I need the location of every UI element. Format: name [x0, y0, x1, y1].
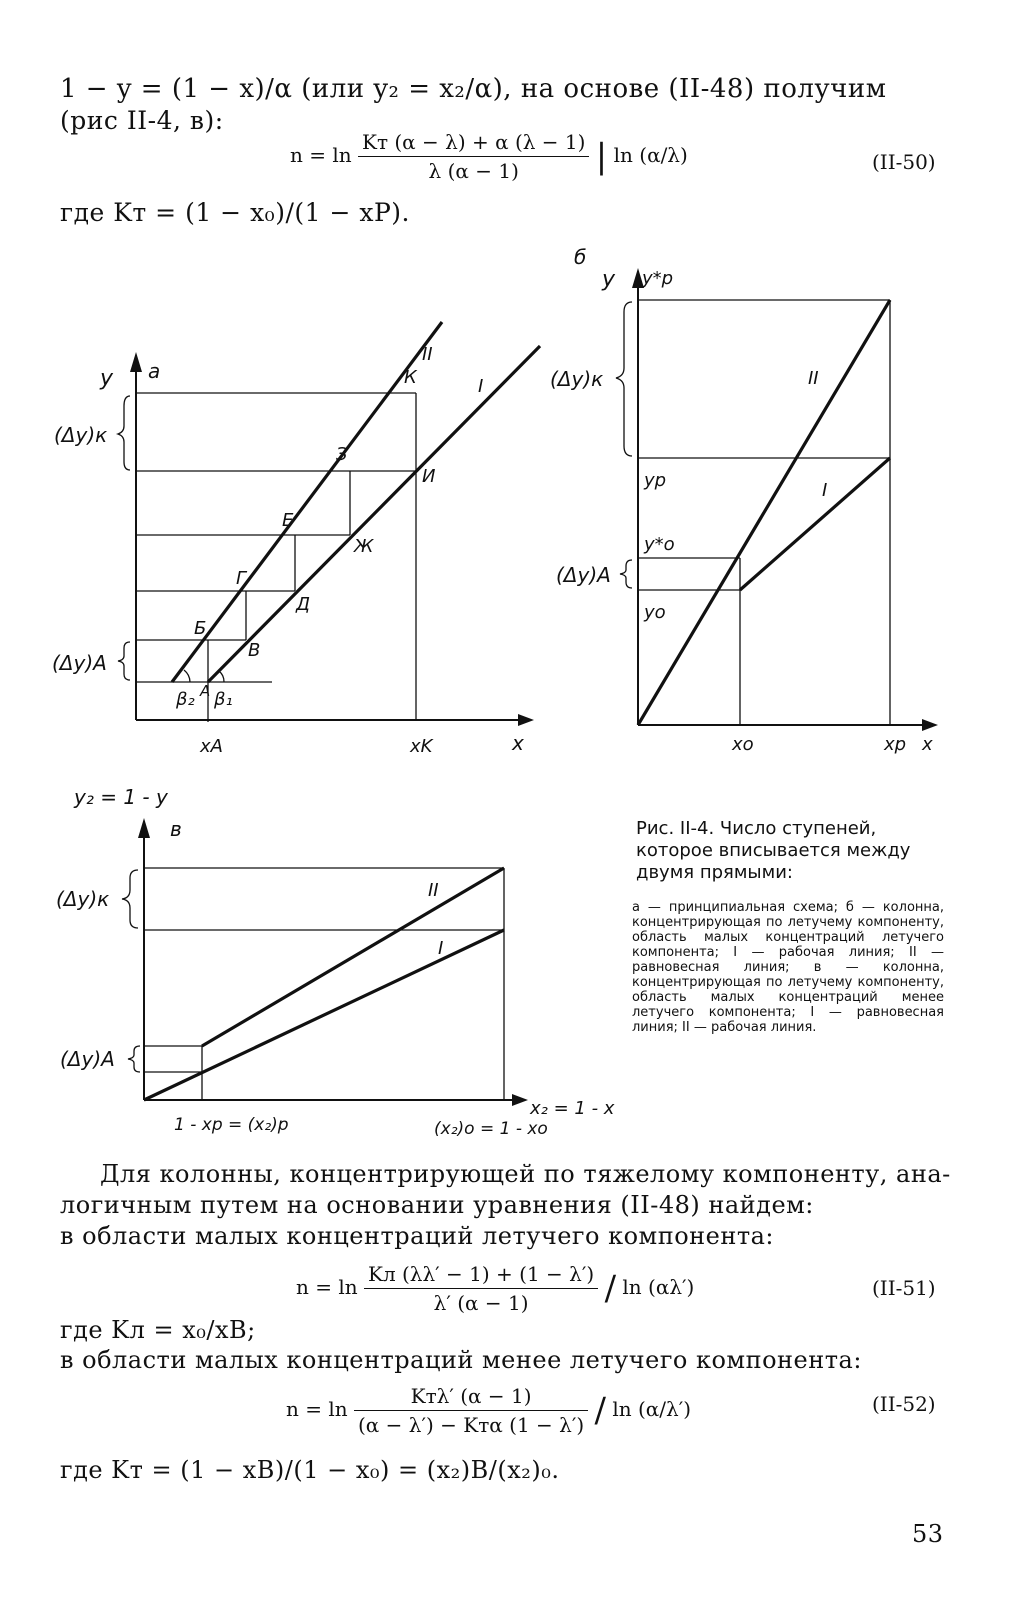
equation-ii-51: n = ln $\frac{Kл (\lambda\lambda' - 1) + (1 - \lambda')}{\lambda' (\alpha - 1)}$ / ln (αλ′): [296, 1262, 695, 1315]
figure-b: [530, 240, 970, 770]
equation-ii-52: n = ln $\frac{\text{Kтλ′ (α − 1)}}{\text{(α − λ′) − Kтα (1 − λ′)}}$ / ln (α/λ′): [286, 1384, 692, 1437]
eq52-lhs: n = ln: [286, 1397, 348, 1421]
eq52-rhs: ln (α/λ′): [612, 1397, 692, 1421]
figure-a-point-z: З: [336, 444, 348, 465]
eq50-number: (II-50): [872, 150, 936, 174]
figure-a-dy-k: (Δy)к: [54, 423, 108, 447]
figure-b-brace-k: [616, 302, 632, 456]
figure-c-x-label: x₂ = 1 - x: [530, 1098, 615, 1119]
figure-b-brace-a: [620, 560, 632, 588]
figure-b-line-ii: [638, 300, 890, 725]
figure-a-angle-b2: β₂: [176, 689, 195, 710]
figure-b-tick-yo: yo: [644, 602, 666, 623]
figure-a-line-i: [208, 346, 540, 682]
figure-a-point-zh: Ж: [354, 536, 374, 557]
figure-a-y-arrow: [130, 352, 142, 372]
figure-b-label-i: I: [822, 480, 828, 501]
figure-a-panel-label: а: [148, 359, 161, 383]
figure-a-label-i: I: [478, 376, 484, 397]
eq50-numerator: Kт (α − λ) + α (λ − 1): [358, 130, 589, 157]
figure-a-angle-b1: β₁: [214, 689, 233, 710]
figure-a-label-ii: II: [422, 344, 433, 365]
figure-c-label-ii: II: [428, 880, 439, 901]
equation-ii-50: n = ln $\frac{Kт (\alpha - \lambda) + \alpha (\lambda - 1)}{\lambda (\alpha - 1)}$ | ln (α/λ): [290, 130, 688, 183]
figure-c-brace-k: [122, 870, 138, 928]
figure-b-dy-k: (Δy)к: [550, 367, 604, 391]
text-kl: где Kл = x₀/xB;: [60, 1316, 256, 1344]
eq50-denominator: λ (α − 1): [428, 159, 519, 183]
eq51-lhs: n = ln: [296, 1275, 358, 1299]
figure-a-brace-k: [118, 396, 130, 470]
figure-c-y-label: y₂ = 1 - y: [74, 785, 168, 809]
eq51-fraction: [364, 1262, 598, 1315]
eq51-denominator: λ′ (α − 1): [433, 1291, 529, 1315]
page-number: 53: [912, 1520, 944, 1548]
figure-b-y-label: y: [602, 267, 616, 292]
figure-c-x-arrow: [512, 1094, 528, 1106]
figure-a: [0, 330, 560, 770]
figure-a-point-a: A: [200, 682, 211, 700]
figure-a-brace-a: [118, 642, 130, 680]
figure-a-line-ii: [172, 322, 442, 682]
figure-c-dy-a: (Δy)A: [60, 1047, 115, 1071]
figure-b-tick-yo-star: y*o: [644, 534, 675, 555]
figure-a-dy-a: (Δy)A: [52, 651, 107, 675]
eq51-rhs: ln (αλ′): [622, 1275, 695, 1299]
text-last-line: где Kт = (1 − xB)/(1 − x₀) = (x₂)B/(x₂)₀.: [60, 1456, 560, 1484]
eq50-lhs: n = ln: [290, 143, 352, 167]
figure-b-label-ii: II: [808, 368, 819, 389]
figure-c-label-i: I: [438, 938, 444, 959]
paragraph-line-4: в области малых концентраций менее летучего компонента:: [60, 1346, 862, 1374]
figure-c-tick-xo: (x₂)o = 1 - xo: [434, 1119, 548, 1139]
figure-a-point-b: Б: [194, 618, 207, 639]
figure-c-line-i: [144, 930, 504, 1100]
figure-c-dy-k: (Δy)к: [56, 887, 110, 911]
figure-a-y-label: y: [100, 366, 114, 391]
figure-c-tick-xp: 1 - xp = (x₂)p: [174, 1115, 289, 1135]
figure-b-line-i: [740, 458, 890, 590]
figure-b-dy-a: (Δy)A: [556, 563, 611, 587]
figure-a-point-g: Г: [236, 568, 247, 589]
figure-a-point-v: В: [248, 640, 261, 661]
eq51-numerator: Kл (λλ′ − 1) + (1 − λ′): [364, 1262, 598, 1289]
figure-c-panel-label: в: [170, 817, 182, 841]
figure-b-tick-xp: xp: [884, 734, 907, 755]
figure-caption-title: Рис. II-4. Число ступеней, которое вписывается между двумя прямыми:: [636, 818, 911, 883]
eq52-number: (II-52): [872, 1392, 936, 1416]
figure-b-x-label: x: [922, 734, 933, 755]
eq50-rhs: ln (α/λ): [613, 143, 688, 167]
eq51-number: (II-51): [872, 1276, 936, 1300]
figure-a-point-d: Д: [296, 594, 311, 615]
figure-c-brace-a: [128, 1046, 140, 1072]
figure-c: [30, 780, 615, 1150]
figure-a-tick-xa: xA: [200, 736, 223, 757]
figure-c-y-arrow: [138, 818, 150, 838]
figure-a-point-e: Е: [282, 510, 294, 531]
figure-b-x-arrow: [922, 719, 938, 731]
figure-a-point-k: К: [404, 367, 417, 388]
eq52-denominator: (α − λ′) − Kтα (1 − λ′): [358, 1413, 585, 1437]
figure-a-x-label: x: [512, 731, 524, 755]
eq52-numerator: Kтλ′ (α − 1): [354, 1384, 588, 1411]
figure-b-tick-yp: yp: [644, 470, 667, 491]
paragraph-line-1: Для колонны, концентрирующей по тяжелому компоненту, ана-: [100, 1160, 951, 1188]
figure-a-tick-xk: xK: [410, 736, 433, 757]
eq50-fraction: [358, 130, 589, 183]
figure-caption-body: а — принципиальная схема; б — колонна, концентрирующая по летучему компоненту, область малых концентраций летучего компонента; I — рабочая линия; II — равновесная линия; в — колонна, концентрирующая по летучему компоненту, область малых концентраций менее летучего компонента; I — равновесная линия; II — рабочая линия.: [632, 900, 944, 1035]
eq52-fraction: [354, 1384, 588, 1437]
figure-a-point-i: И: [422, 466, 436, 487]
text-line-1: 1 − y = (1 − x)/α (или y₂ = x₂/α), на основе (II-48) получим: [60, 74, 887, 104]
paragraph-line-3: в области малых концентраций летучего компонента:: [60, 1222, 775, 1250]
figure-b-tick-xo: xo: [732, 734, 754, 755]
text-line-2: (рис II-4, в):: [60, 106, 224, 135]
figure-b-tick-yp-star: y*p: [642, 268, 674, 289]
text-line-3: где Kт = (1 − x₀)/(1 − xP).: [60, 198, 410, 227]
paragraph-line-2: логичным путем на основании уравнения (II-48) найдем:: [60, 1191, 814, 1219]
figure-c-line-ii: [202, 868, 504, 1046]
figure-b-panel-label: б: [574, 245, 587, 269]
